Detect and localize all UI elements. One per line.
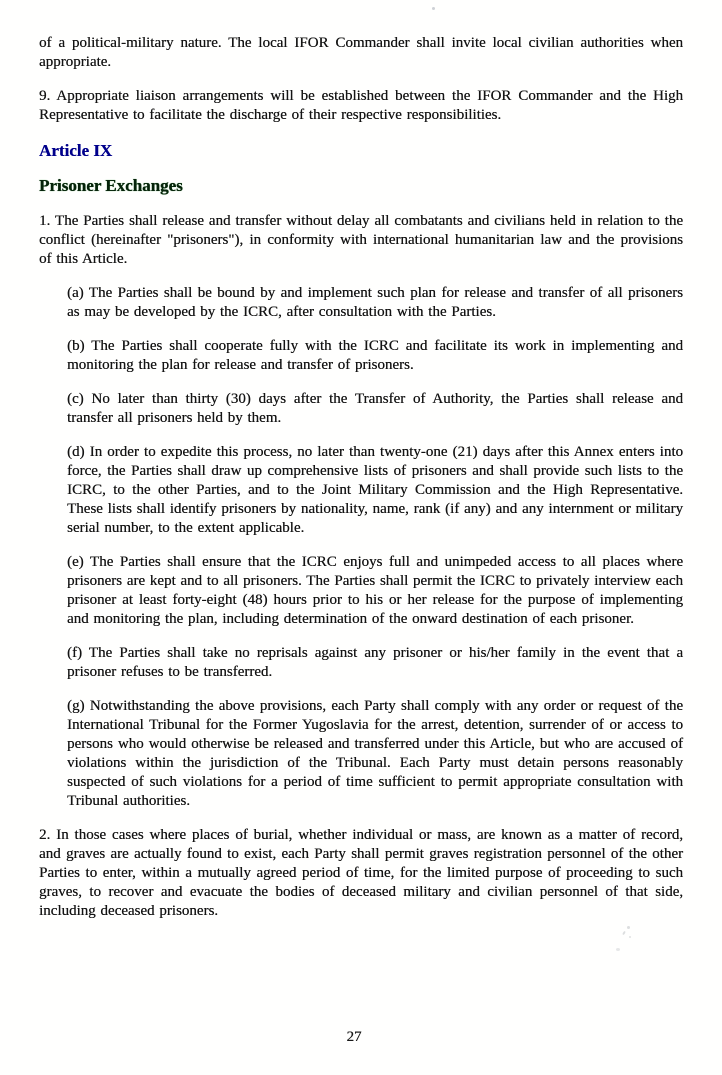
section-heading: Prisoner Exchanges xyxy=(39,176,183,195)
page-number: 27 xyxy=(346,1029,362,1045)
paragraph-2: 2. In those cases where places of burial, whether individual or mass, are known as a matter of record, and graves are actually found to exist, each Party shall permit graves registration personnel of the other Parties to enter, within a mutually agreed period of time, for the limited purpose of proceeding to such graves, to recover and evacuate the bodies of deceased military and civilian personnel of that side, including deceased prisoners. xyxy=(39,827,683,919)
paragraph-1: 1. The Parties shall release and transfer without delay all combatants and civilians held in relation to the conflict (hereinafter "prisoners"), in conformity with international humanitarian law and the provisions of this Article. xyxy=(39,213,683,267)
subparagraph-a: (a) The Parties shall be bound by and implement such plan for release and transfer of all prisoners as may be developed by the ICRC, after consultation with the Parties. xyxy=(67,285,683,320)
paragraph-9: 9. Appropriate liaison arrangements will be established between the IFOR Commander and the High Representative to facilitate the discharge of their respective responsibilities. xyxy=(39,88,683,123)
subparagraph-f: (f) The Parties shall take no reprisals against any prisoner or his/her family in the event that a prisoner refuses to be transferred. xyxy=(67,645,683,680)
subparagraph-d: (d) In order to expedite this process, no later than twenty-one (21) days after this Annex enters into force, the Parties shall draw up comprehensive lists of prisoners and shall provide such lists to the ICRC, to the other Parties, and to the Joint Military Commission and the High Representative. These lists shall identify prisoners by nationality, name, rank (if any) and any internment or military serial number, to the extent applicable. xyxy=(67,444,683,536)
article-heading: Article IX xyxy=(39,141,113,160)
subparagraph-g: (g) Notwithstanding the above provisions, each Party shall comply with any order or request of the International Tribunal for the Former Yugoslavia for the arrest, detention, surrender of or access to persons who would otherwise be released and transferred under this Article, but who are accused of violations within the jurisdiction of the Tribunal. Each Party must detain persons reasonably suspected of such violations for a period of time sufficient to permit appropriate consultation with Tribunal authorities. xyxy=(67,698,683,809)
subparagraph-e: (e) The Parties shall ensure that the ICRC enjoys full and unimpeded access to all places where prisoners are kept and to all prisoners. The Parties shall permit the ICRC to privately interview each prisoner at least forty-eight (48) hours prior to his or her release for the purpose of implementing and monitoring the plan, including determination of the onward destination of each prisoner. xyxy=(67,554,683,627)
scan-artifact-smudge xyxy=(615,924,637,958)
scan-artifact-dot xyxy=(432,7,435,10)
subparagraph-c: (c) No later than thirty (30) days after the Transfer of Authority, the Parties shall release and transfer all prisoners held by them. xyxy=(67,391,683,426)
subparagraph-b: (b) The Parties shall cooperate fully with the ICRC and facilitate its work in implementing and monitoring the plan for release and transfer of prisoners. xyxy=(67,338,683,373)
paragraph-continuation: of a political-military nature. The local IFOR Commander shall invite local civilian authorities when appropriate. xyxy=(39,35,683,70)
